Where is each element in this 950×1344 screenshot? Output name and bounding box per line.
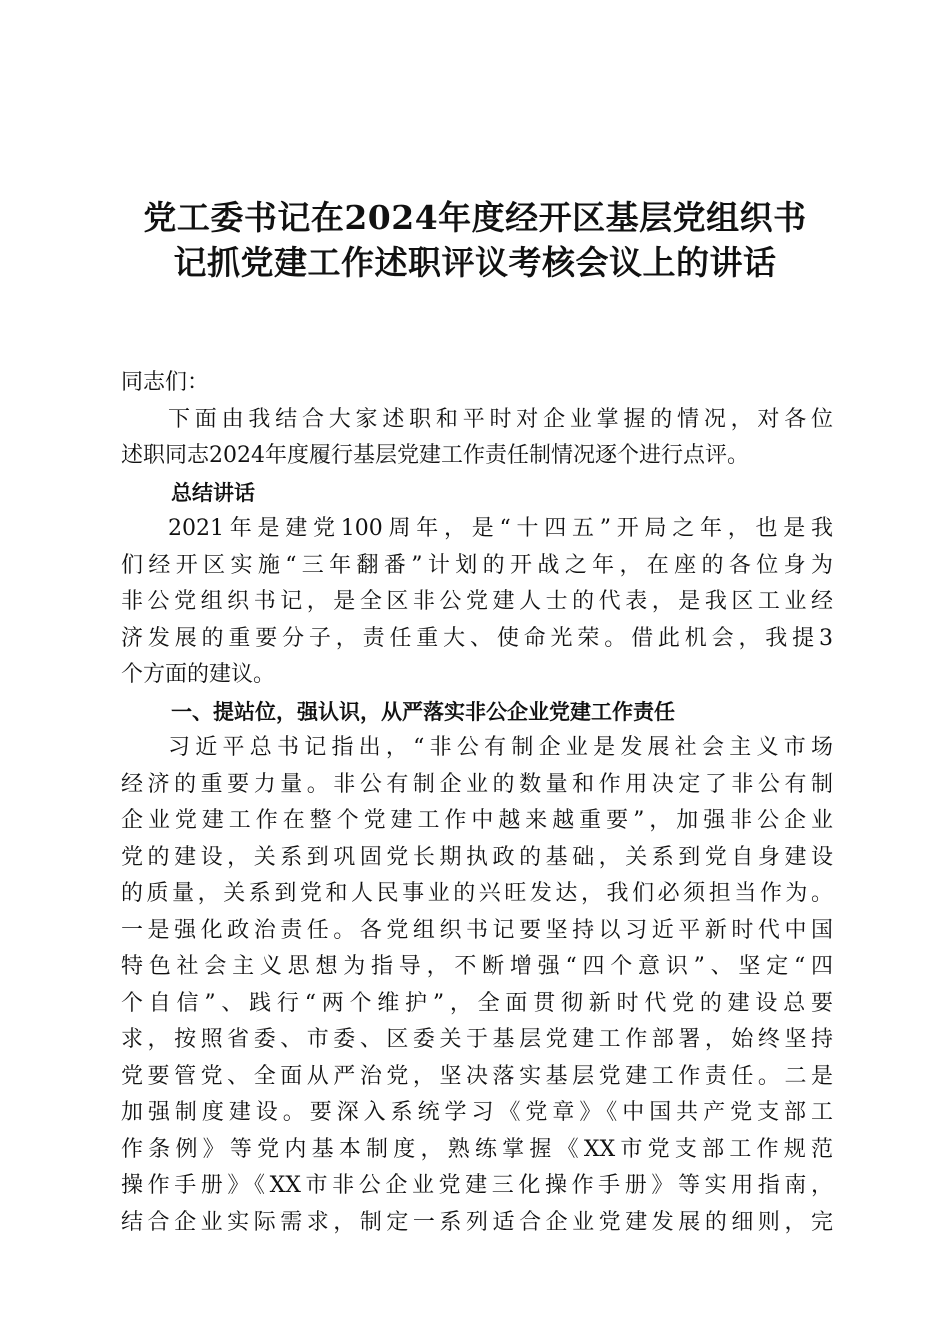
subheading-1: 一、提站位，强认识，从严落实非公企业党建工作责任 (171, 699, 675, 724)
intro-line: 下面由我结合大家述职和平时对企业掌握的情况，对各位 (168, 406, 833, 432)
paragraph-line: 结合企业实际需求，制定一系列适合企业党建发展的细则，完 (121, 1209, 833, 1235)
intro-line: 述职同志2024年度履行基层党建工作责任制情况逐个进行点评。 (121, 443, 749, 468)
paragraph-line: 们经开区实施“三年翻番”计划的开战之年，在座的各位身为 (121, 552, 833, 578)
paragraph-line: 党的建设，关系到巩固党长期执政的基础，关系到党自身建设 (121, 844, 833, 870)
paragraph-line: 2021年是建党100周年，是“十四五”开局之年，也是我 (168, 516, 833, 541)
paragraph-line: 非公党组织书记，是全区非公党建人士的代表，是我区工业经 (121, 589, 833, 614)
paragraph-line: 企业党建工作在整个党建工作中越来越重要”，加强非公企业 (121, 808, 833, 833)
paragraph-line: 求，按照省委、市委、区委关于基层党建工作部署，始终坚持 (121, 1027, 833, 1052)
paragraph-line: 特色社会主义思想为指导，不断增强“四个意识”、坚定“四 (121, 954, 833, 979)
paragraph-line: 经济的重要力量。非公有制企业的数量和作用决定了非公有制 (121, 771, 833, 797)
paragraph-line: 个自信”、践行“两个维护”，全面贯彻新时代党的建设总要 (121, 990, 833, 1016)
title-line-2: 记抓党建工作述职评议考核会议上的讲话 (173, 243, 777, 282)
section-heading: 总结讲话 (171, 480, 255, 505)
greeting: 同志们： (121, 370, 210, 395)
document-body (121, 365, 833, 1241)
paragraph-line: 的质量，关系到党和人民事业的兴旺发达，我们必须担当作为。 (121, 881, 833, 906)
paragraph-line: 作条例》等党内基本制度，熟练掌握《XX市党支部工作规范 (121, 1136, 833, 1162)
paragraph-line: 济发展的重要分子，责任重大、使命光荣。借此机会，我提3 (121, 625, 833, 651)
paragraph-line: 操作手册》《XX市非公企业党建三化操作手册》等实用指南， (121, 1173, 833, 1198)
paragraph-line: 加强制度建设。要深入系统学习《党章》《中国共产党支部工 (121, 1100, 833, 1125)
paragraph-line: 习近平总书记指出，“非公有制企业是发展社会主义市场 (168, 735, 833, 760)
paragraph-line: 一是强化政治责任。各党组织书记要坚持以习近平新时代中国 (121, 917, 833, 943)
title-line-1: 党工委书记在2024年度经开区基层党组织书 (143, 198, 807, 237)
paragraph-line: 个方面的建议。 (121, 662, 276, 687)
paragraph-line: 党要管党、全面从严治党，坚决落实基层党建工作责任。二是 (121, 1063, 833, 1089)
